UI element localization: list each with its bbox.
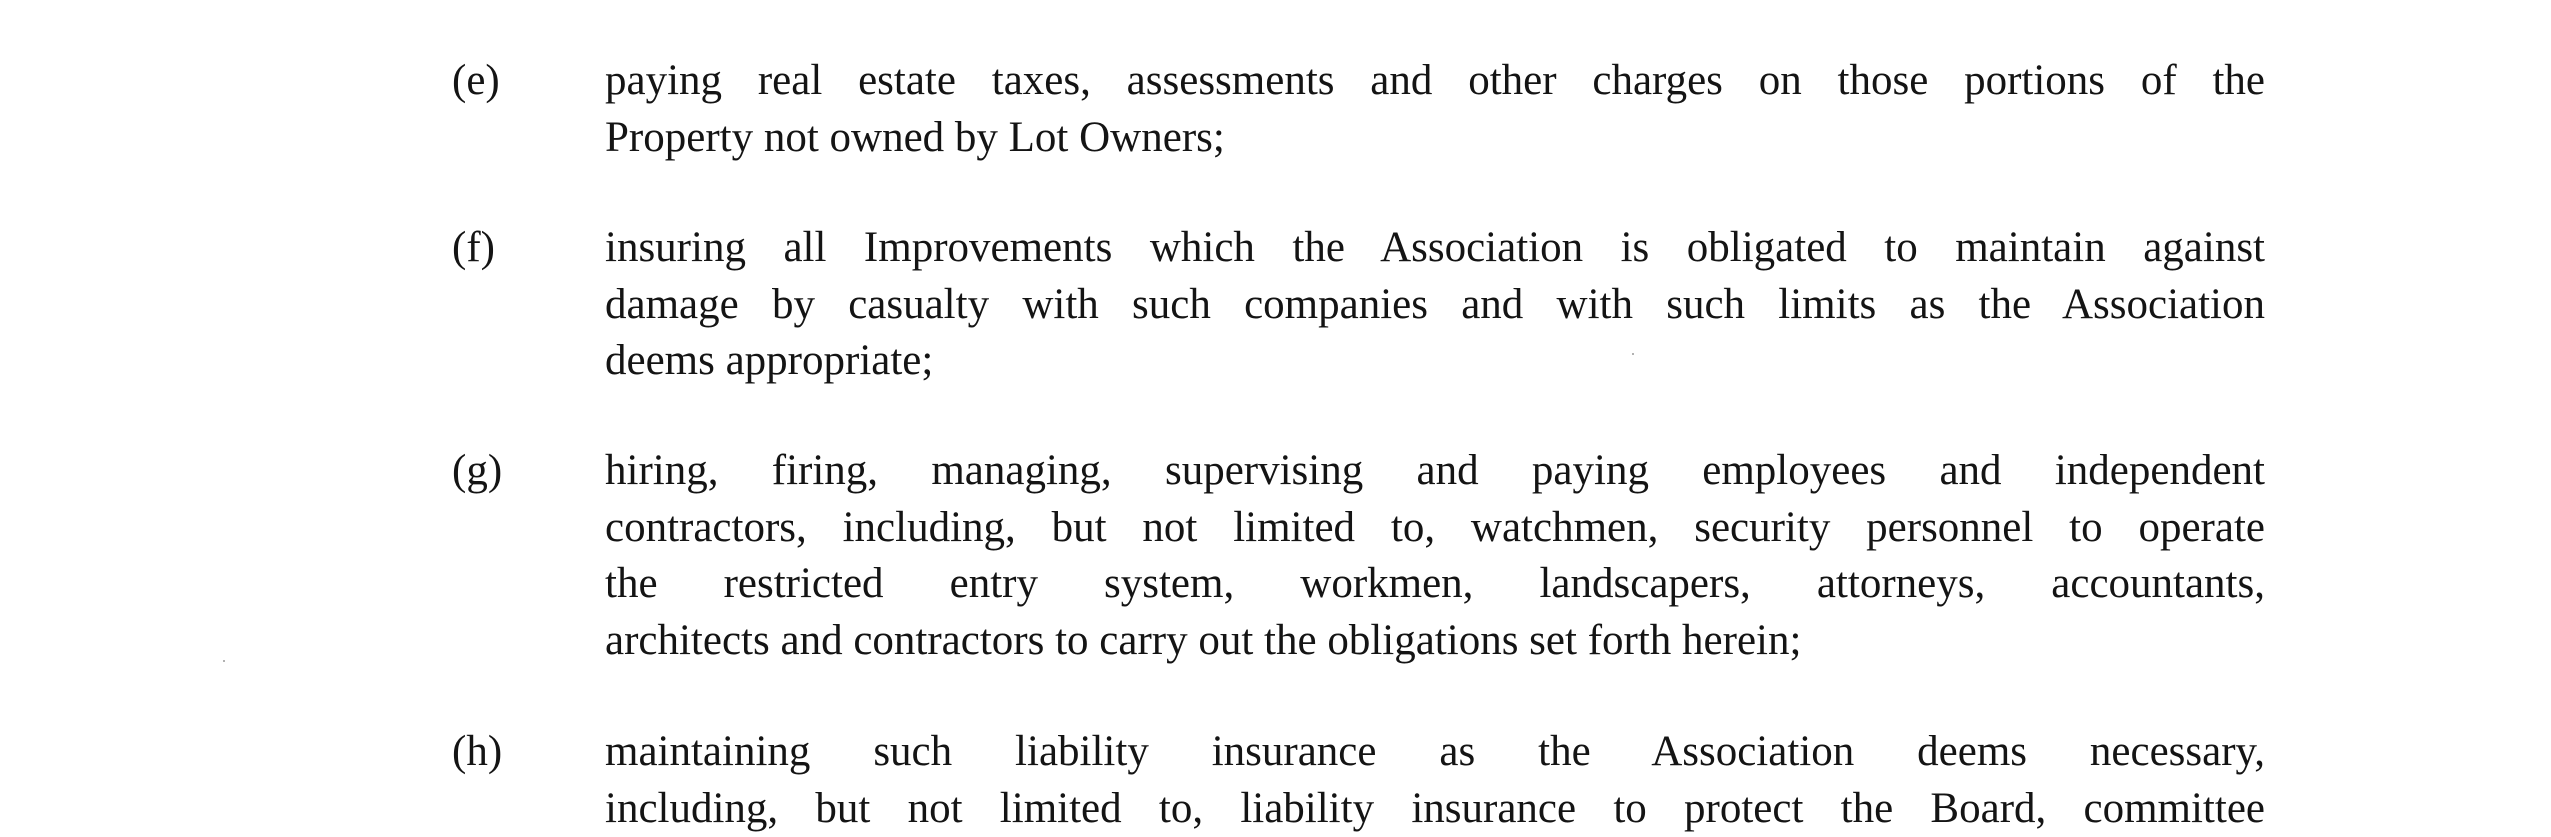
text-line: maintaining such liability insurance as the Association deems necessary,: [605, 724, 2265, 781]
text-line: deems appropriate;: [605, 333, 2265, 390]
text-line: the restricted entry system, workmen, landscapers, attorneys, accountants,: [605, 556, 2265, 613]
text-line: architects and contractors to carry out the obligations set forth herein;: [605, 613, 2265, 670]
scan-speck: [223, 660, 225, 662]
item-marker: (e): [452, 53, 500, 109]
item-marker: (g): [452, 443, 502, 499]
text-line: paying real estate taxes, assessments and other charges on those portions of the: [605, 53, 2265, 110]
text-line: insuring all Improvements which the Association is obligated to maintain against: [605, 220, 2265, 277]
item-marker: (f): [452, 220, 495, 276]
text-line: damage by casualty with such companies and with such limits as the Association: [605, 277, 2265, 334]
text-line: contractors, including, but not limited to, watchmen, security personnel to operate: [605, 500, 2265, 557]
text-line: Property not owned by Lot Owners;: [605, 110, 2265, 167]
item-text: [605, 220, 2265, 390]
scan-speck: [1632, 353, 1634, 355]
text-line: including, but not limited to, liability insurance to protect the Board, committee: [605, 781, 2265, 837]
item-marker: (h): [452, 724, 502, 780]
text-line: hiring, firing, managing, supervising and paying employees and independent: [605, 443, 2265, 500]
item-text: [605, 53, 2265, 166]
item-text: [605, 724, 2265, 837]
item-text: [605, 443, 2265, 669]
